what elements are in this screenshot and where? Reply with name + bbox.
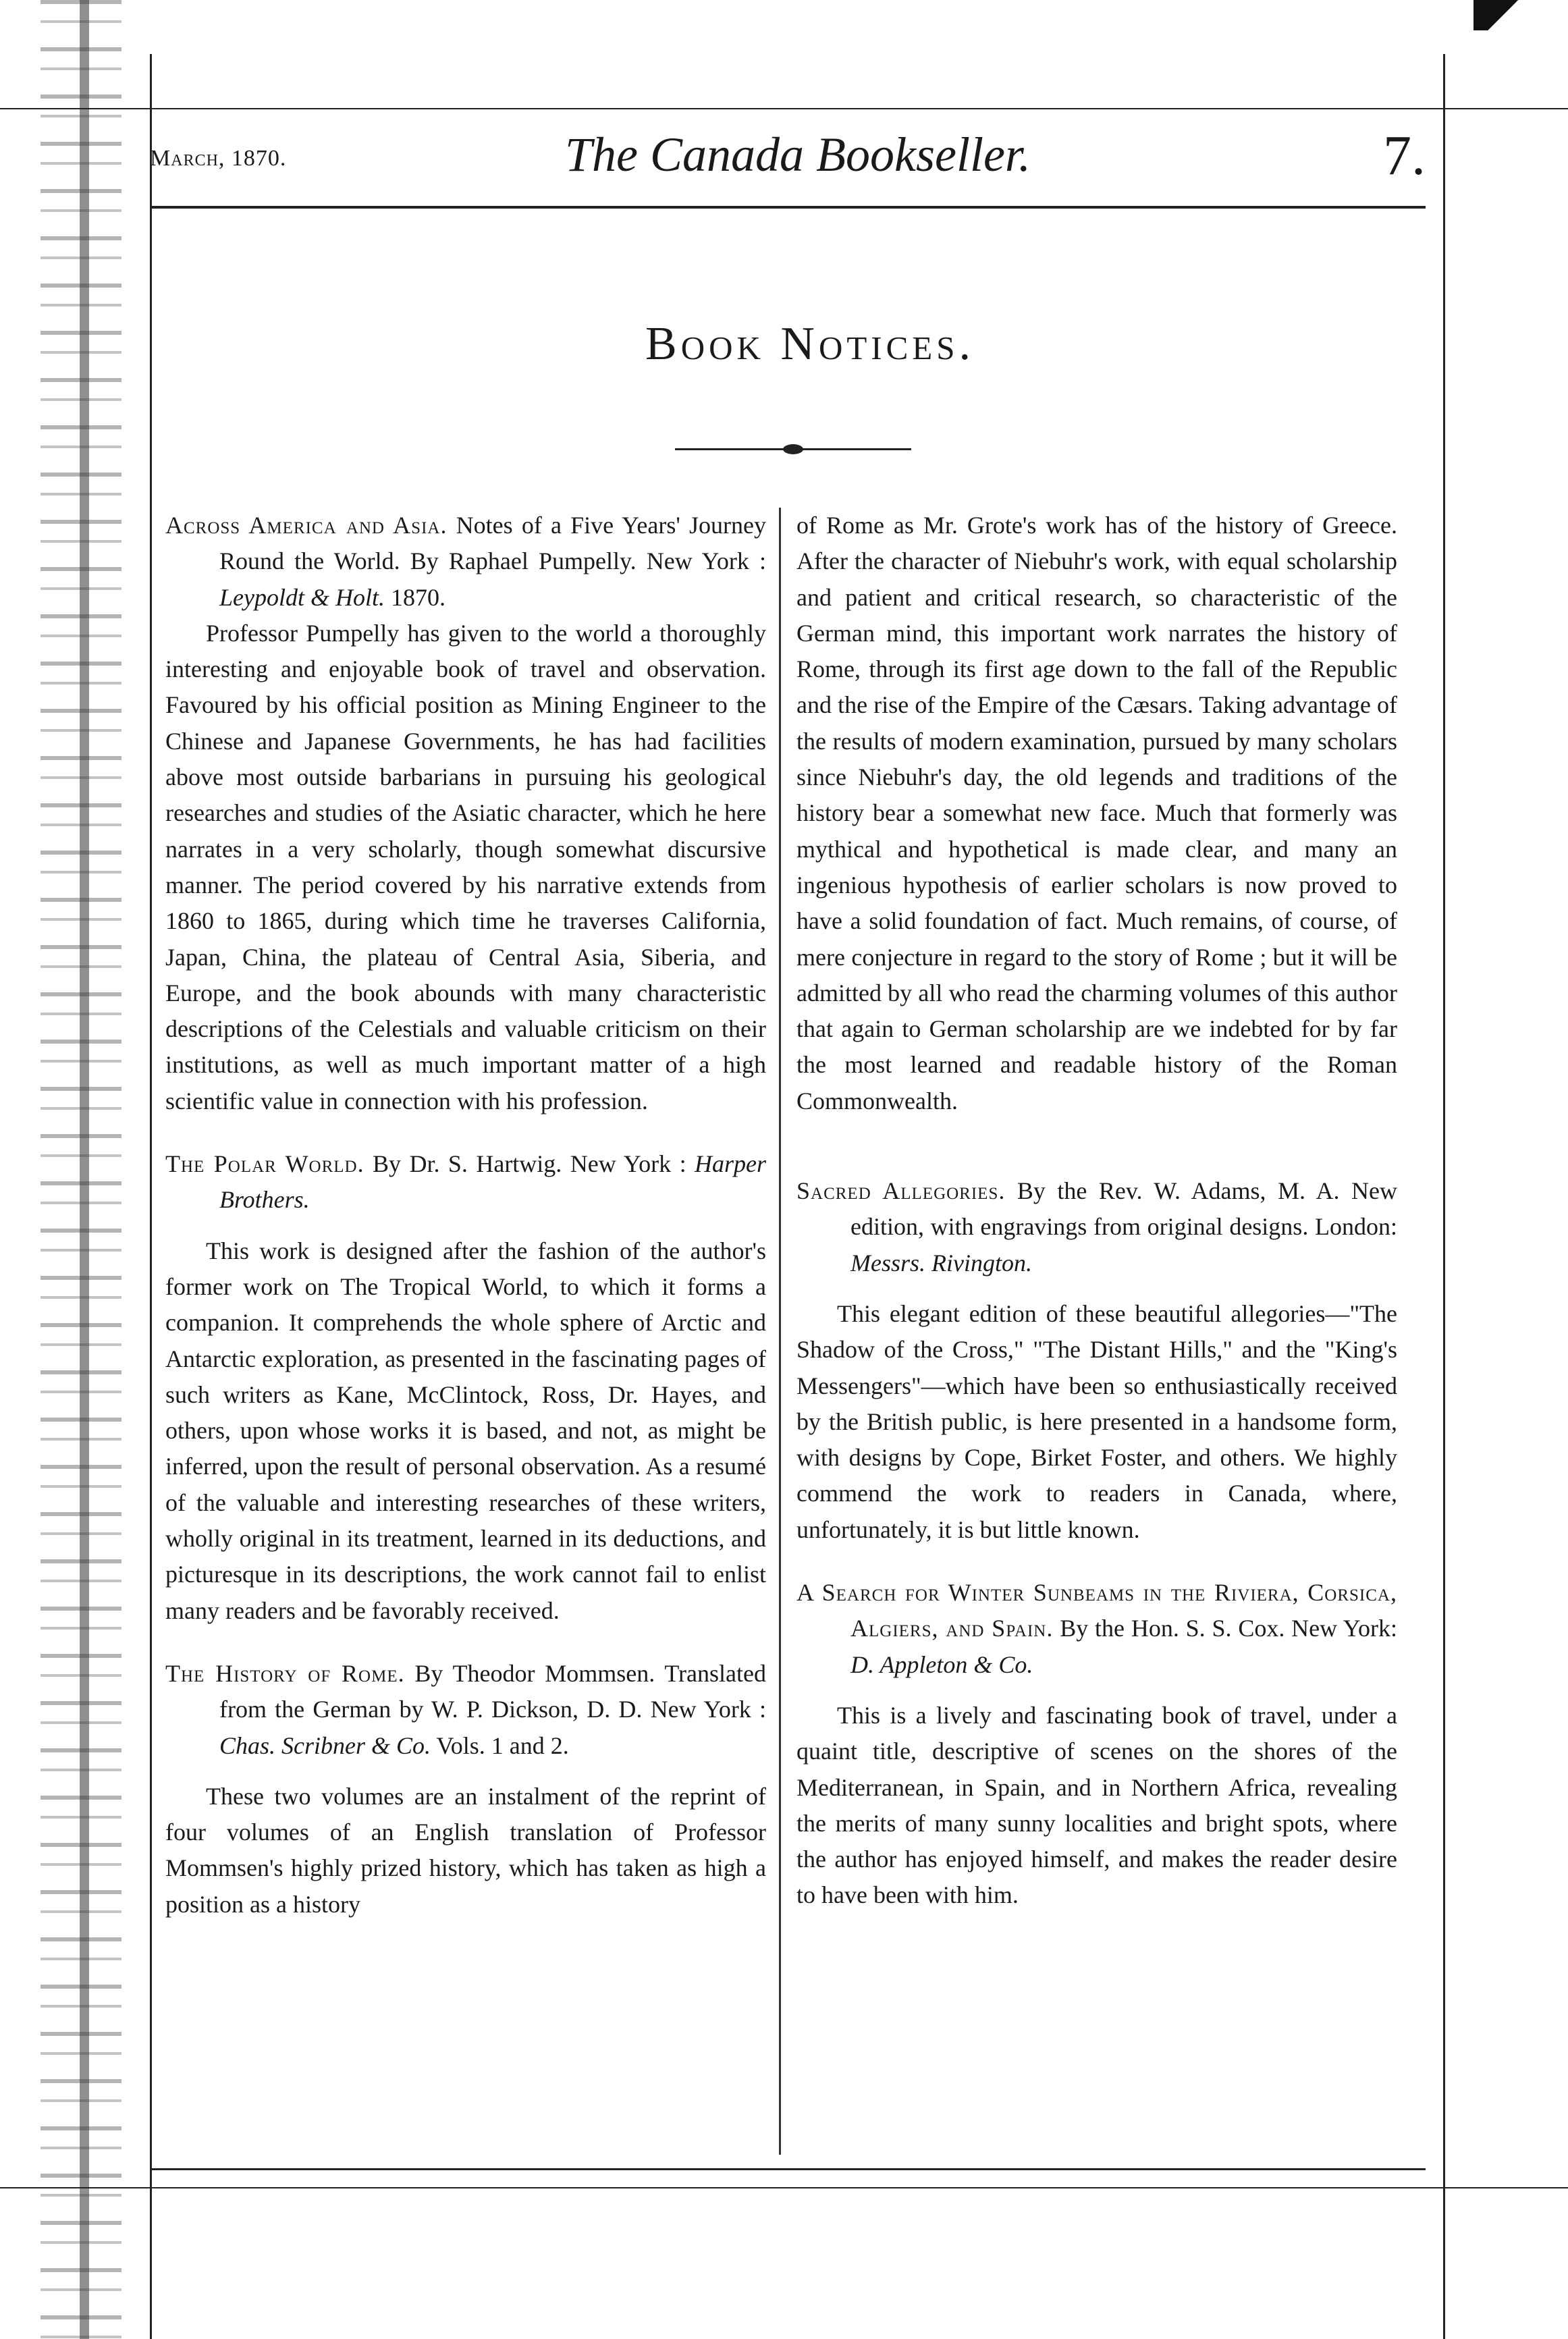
- frame-line-right: [1443, 54, 1445, 2339]
- book-review: This is a lively and fascinating book of travel, under a quaint title, descriptive of scenes on the shores of the Mediterranean, in Spain, and in Northern Africa, revealing the merits of many sunny localities and bright spots, where the author has enjoyed himself, and makes the reader desire to have been with him.: [796, 1701, 1397, 1909]
- book-entry-heading: [796, 1173, 1397, 1281]
- book-publisher: Harper Brothers.: [219, 1150, 767, 1214]
- frame-line-top: [0, 108, 1568, 109]
- binding-edge: [80, 0, 89, 2339]
- running-header: [150, 115, 1426, 209]
- book-entry-heading: [165, 508, 766, 616]
- book-year: 1870.: [391, 583, 445, 611]
- book-review: This elegant edition of these beautiful allegories—"The Shadow of the Cross," "The Distant Hills," and the "King's Messengers"—which have been so enthusiastically received by the British public, is here presented in a handsome form, with designs by Cope, Birket Foster, and others. We highly commend the work to readers in Canada, where, unfortunately, it is but little known.: [796, 1299, 1397, 1543]
- book-entry-heading: [165, 1656, 766, 1764]
- book-review: This work is designed after the fashion of the author's former work on The Tropical World, to which it forms a companion. It comprehends the whole sphere of Arctic and Antarctic exploration, as presented in the fascinating pages of such writers as Kane, McClintock, Ross, Dr. Hayes, and others, upon whose works it is based, and not, as might be inferred, upon the result of personal observation. As a resumé of the valuable and interesting researches of these writers, wholly original in its treatment, learned in its deductions, and picturesque in its descriptions, the work cannot fail to enlist many readers and be favorably received.: [165, 1237, 766, 1624]
- page-number: 7.: [1383, 124, 1426, 187]
- book-entry-heading: [165, 1146, 766, 1218]
- issue-date: March, 1870.: [150, 146, 287, 171]
- frame-line-left: [150, 54, 152, 2339]
- scan-corner-mark: [1474, 0, 1555, 30]
- book-title: Sacred Allegories.: [796, 1177, 1006, 1205]
- book-details: Notes of a Five Years' Journey Round the World. By Raphael Pumpelly. New York :: [219, 512, 767, 575]
- column-rule: [779, 508, 781, 2155]
- book-publisher: Leypoldt & Holt.: [219, 583, 385, 611]
- book-details: By Theodor Mommsen. Translated from the German by W. P. Dickson, D. D. New York :: [219, 1659, 766, 1723]
- header-rule: [150, 206, 1426, 209]
- book-publisher: D. Appleton & Co.: [850, 1650, 1033, 1678]
- section-heading: Book Notices.: [645, 318, 975, 370]
- book-title: A Search for Winter Sunbeams in the Riviera, Corsica, Algiers, and Spain.: [796, 1579, 1397, 1642]
- book-entry-heading: [796, 1575, 1397, 1683]
- book-review: These two volumes are an instalment of the reprint of four volumes of an English translation of Professor Mommsen's highly prized history, which has taken as high a position as a history: [165, 1782, 766, 1918]
- book-title: The Polar World.: [165, 1150, 364, 1178]
- footer-rule: [150, 2168, 1426, 2170]
- book-details: By Dr. S. Hartwig. New York :: [373, 1150, 686, 1178]
- book-volumes: Vols. 1 and 2.: [436, 1731, 569, 1759]
- right-column: [796, 508, 1397, 1914]
- left-column: [165, 508, 766, 1923]
- book-publisher: Messrs. Rivington.: [850, 1249, 1032, 1276]
- book-details: By the Hon. S. S. Cox. New York:: [1060, 1615, 1398, 1642]
- publication-title: The Canada Bookseller.: [565, 128, 1031, 182]
- book-review: Professor Pumpelly has given to the world a thoroughly interesting and enjoyable book of travel and observation. Favoured by his official position as Mining Engineer to the Chinese and Japanese Governments, he has had facilities above most outside barbarians in pursuing his geological researches and studies of the Asiatic character, which he here narrates in a very scholarly, though somewhat discursive manner. The period covered by his narrative extends from 1860 to 1865, during which time he traverses California, Japan, China, the plateau of Central Asia, Siberia, and Europe, and the book abounds with many characteristic descriptions of the Celestials and valuable criticism on their institutions, as well as much important matter of a high scientific value in connection with his profession.: [165, 619, 766, 1114]
- book-title: The History of Rome.: [165, 1659, 405, 1687]
- book-details: By the Rev. W. Adams, M. A. New edition, with engravings from original designs. London:: [850, 1177, 1398, 1241]
- book-publisher: Chas. Scribner & Co.: [219, 1731, 431, 1759]
- frame-line-bottom: [0, 2187, 1568, 2188]
- review-continuation: of Rome as Mr. Grote's work has of the history of Greece. After the character of Niebuhr's work, with equal scholarship and patient and critical research, so characteristic of the German mind, this important work narrates the history of Rome, through its first age down to the fall of the Republic and the rise of the Empire of the Cæsars. Taking advantage of the results of modern examination, pursued by many scholars since Niebuhr's day, the old legends and traditions of the history bear a somewhat new face. Much that formerly was mythical and hypothetical is made clear, and many an ingenious hypothesis of earlier scholars is now proved to have a solid foundation of fact. Much remains, of course, of mere conjecture in regard to the story of Rome ; but it will be admitted by all who read the charming volumes of this author that again to German scholarship are we indebted for by far the most learned and readable history of the Roman Commonwealth.: [796, 512, 1397, 1114]
- book-title: Across America and Asia.: [165, 512, 448, 539]
- divider-ornament: [783, 444, 803, 454]
